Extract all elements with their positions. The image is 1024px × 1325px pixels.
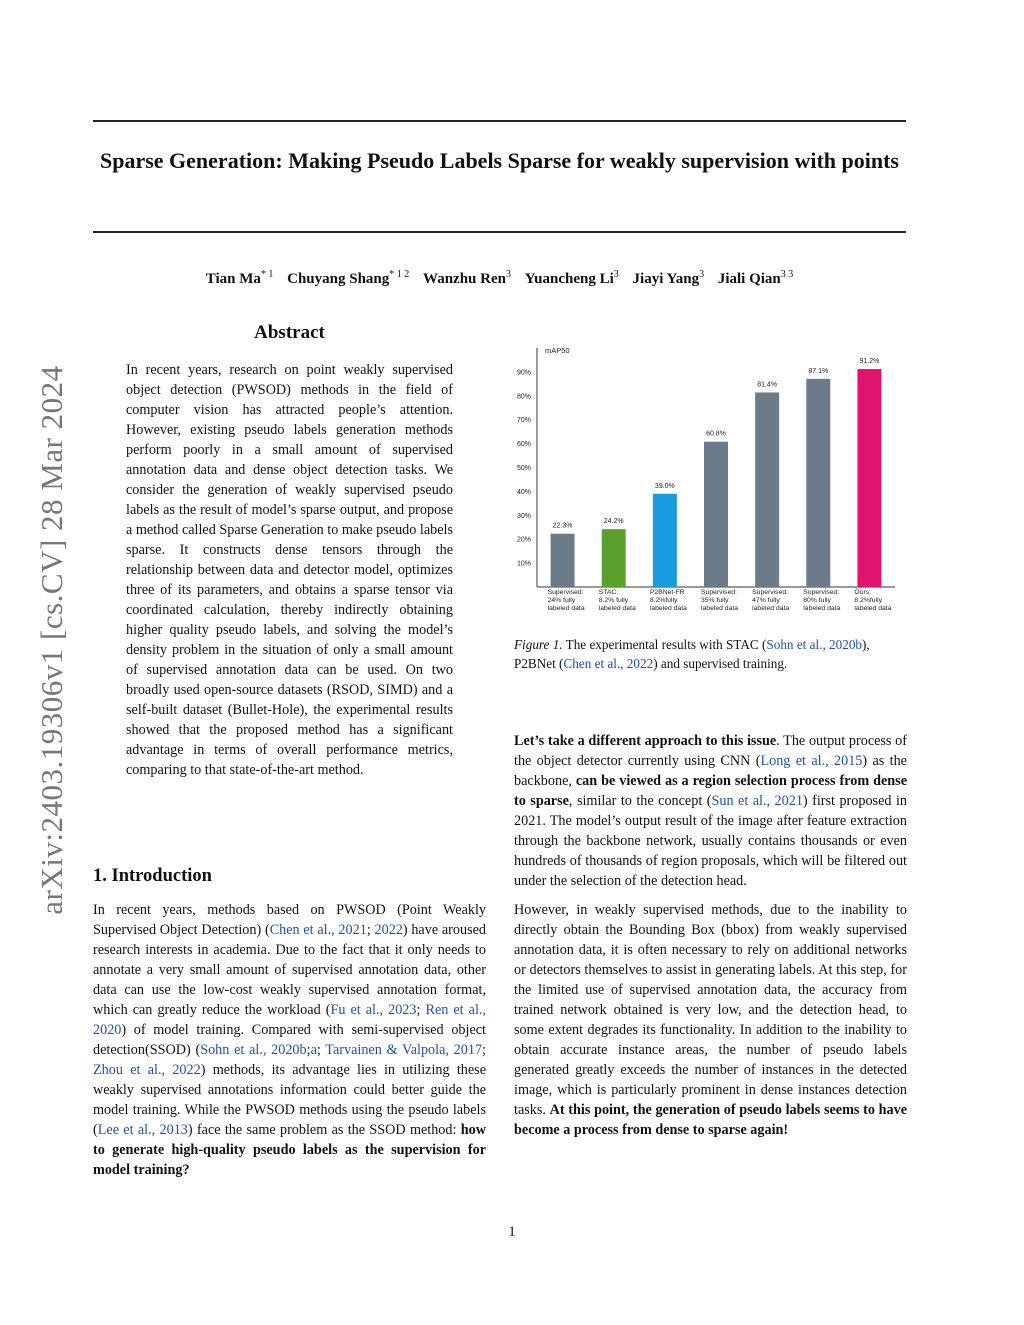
bar-value-label: 24.2% — [603, 518, 624, 526]
category-label: labeled data — [598, 605, 636, 612]
author-list — [93, 265, 906, 289]
page-number: 1 — [508, 1224, 516, 1240]
citation-link[interactable]: Lee et al., 2013 — [97, 1122, 188, 1138]
category-label: Supervised: — [547, 589, 584, 596]
category-label: Supervised: — [803, 589, 840, 596]
introduction-paragraph: In recent years, methods based on PWSOD (Point Weakly Supervised Object Detection) (Chen et al., 2021; 2022) have aroused research interests in academia. Due to the fact that it only needs to annotate a very small amount of supervised annotation data, other data can use the low-cost weakly supervised annotation format, which can greatly reduce the workload (Fu et al., 2023; Ren et al., 2020) of model training. Compared with semi-supervised object detection(SSOD) (Sohn et al., 2020b;a; Tarvainen & Valpola, 2017; Zhou et al., 2022) methods, its advantage lies in utilizing these weakly supervised annotations information could better guide the model training. While the PWSOD methods using the pseudo labels (Lee et al., 2013) face the same problem as the SSOD method: how to generate high-quality pseudo labels as the supervision for model training? — [93, 902, 486, 1178]
abstract-heading: Abstract — [254, 322, 325, 343]
y-tick-label: 50% — [516, 465, 531, 472]
citation-link[interactable]: Sohn et al., 2020b — [200, 1042, 307, 1058]
title-top-rule — [93, 120, 906, 122]
category-label: 8.2% fully — [598, 597, 629, 604]
y-tick-label: 40% — [516, 488, 531, 496]
citation-link[interactable]: Fu et al., 2023 — [330, 1002, 417, 1018]
y-tick-label: 20% — [516, 536, 531, 544]
y-tick-label: 60% — [516, 441, 531, 449]
citation-link[interactable]: Zhou et al., 2022 — [93, 1062, 201, 1078]
author: Chuyang Shang$^{* 1 2}$ — [287, 269, 410, 287]
bar-value-label: 22.3% — [552, 522, 573, 530]
citation-link[interactable]: Chen et al., 2022 — [563, 656, 654, 671]
category-label: labeled data — [547, 605, 585, 612]
citation-link[interactable]: Sun et al., 2021 — [711, 793, 803, 809]
bar — [806, 379, 830, 587]
bar-value-label: 91.2% — [859, 358, 880, 366]
category-label: labeled data — [854, 605, 892, 612]
category-label: 80% fully — [803, 597, 831, 604]
body-paragraph: Let’s take a different approach to this issue. The output process of the object detector currently using CNN (Long et al., 2015) as the backbone, can be viewed as a region selection process from dense to sparse, similar to the concept (Sun et al., 2021) first proposed in 2021. The model’s output result of the image after feature extraction through the backbone network, usually contains thousands or even hundreds of thousands of region proposals, which will be filtered out under the selection of the detection head. — [514, 733, 907, 889]
bar-value-label: 81.4% — [757, 381, 778, 389]
author: Yuancheng Li$^3$ — [524, 269, 619, 287]
y-axis-label: mAP50 — [545, 346, 570, 355]
citation-link[interactable]: a — [310, 1042, 317, 1058]
y-tick-label: 90% — [516, 369, 531, 377]
bar-value-label: 60.8% — [706, 430, 726, 438]
bar — [704, 442, 728, 587]
category-label: Ours: — [854, 589, 872, 596]
abstract-text: In recent years, research on point weakly supervised object detection (PWSOD) methods in the field of computer vision has attracted people’s attention. However, existing pseudo labels generation methods perform poorly in a small amount of supervised annotation data and dense object detection tasks. We consider the generation of weakly supervised pseudo labels as the result of model’s sparse output, and propose a method called Sparse Generation to make pseudo labels sparse. It constructs dense tensors through the relationship between data and detector model, optimizes three of its parameters, and obtains a sparse tensor via coordinated calculation, thereby indirectly obtaining higher quality pseudo labels, and solving the model’s density problem in the situation of only a small amount of supervised annotation data can be used. On two broadly used open-source datasets (RSOD, SIMD) and a self-built dataset (Bullet-Hole), the experimental results showed that the proposed method has a significant advantage in terms of overall performance metrics, comparing to that state-of-the-art method. — [126, 362, 453, 778]
category-label: Supervised: — [701, 589, 737, 596]
category-label: P2BNet-FR — [649, 589, 685, 596]
bar — [551, 534, 575, 587]
bar-value-label: 39.0% — [654, 482, 675, 490]
category-label: 47% fully — [752, 597, 780, 604]
citation-link[interactable]: Sohn et al., 2020b — [766, 637, 863, 652]
author: Jiali Qian$^{3 3}$ — [717, 269, 794, 287]
citation-link[interactable]: Long et al., 2015 — [760, 753, 863, 769]
category-label: Supervised: — [752, 589, 789, 596]
right-column-body — [514, 731, 907, 1140]
introduction-body — [93, 900, 486, 1180]
category-label: labeled data — [701, 605, 739, 612]
category-label: labeled data — [752, 605, 790, 612]
author: Tian Ma$^{* 1}$ — [205, 269, 274, 287]
category-label: 35% fully — [701, 597, 729, 604]
bar — [755, 392, 779, 587]
citation-link[interactable]: Tarvainen & Valpola, 2017 — [325, 1042, 483, 1058]
research-question: how to generate high-quality pseudo labels as the supervision for model training? — [93, 1122, 486, 1178]
body-paragraph: However, in weakly supervised methods, due to the inability to directly obtain the Bounding Box (bbox) from weakly supervised annotation data, it is often necessary to rely on additional networks or detectors themselves to assist in generating labels. At this step, for the limited use of supervised annotation data, the accuracy from trained network obtained is very low, and the detection head, to some extent degrades its functionality. In addition to the inability to obtain accurate instance areas, the number of pseudo labels generated greatly exceeds the number of instances in the detected image, which is particularly prominent in dense instances detection tasks. At this point, the generation of pseudo labels seems to have become a process from dense to sparse again! — [514, 902, 908, 1138]
y-tick-label: 80% — [516, 393, 531, 401]
category-label: labeled data — [649, 605, 687, 612]
bar — [653, 494, 677, 587]
citation-link[interactable]: 2022 — [374, 922, 403, 938]
arxiv-identifier: arXiv:2403.19306v1 [cs.CV] 28 Mar 2024 — [34, 365, 69, 915]
author: Jiayi Yang$^3$ — [632, 269, 705, 287]
citation-link[interactable]: Ren et al., 2020 — [93, 1002, 486, 1038]
bar — [857, 369, 881, 587]
author: Wanzhu Ren$^3$ — [423, 269, 511, 287]
category-label: 8.2%fully — [854, 597, 883, 604]
bar-value-label: 87.1% — [808, 367, 829, 375]
title-bottom-rule — [93, 231, 906, 233]
citation-link[interactable]: Chen et al., 2021 — [269, 922, 367, 938]
category-label: 24% fully — [547, 597, 576, 604]
results-bar-chart — [510, 342, 910, 620]
y-tick-label: 30% — [516, 512, 531, 520]
y-tick-label: 10% — [516, 560, 531, 568]
category-label: STAC: — [598, 589, 619, 596]
category-label: 8.2%fully — [649, 597, 678, 604]
paper-title: Sparse Generation: Making Pseudo Labels Sparse for weakly supervision with points — [99, 148, 899, 173]
introduction-heading: 1. Introduction — [93, 866, 212, 886]
y-tick-label: 70% — [516, 417, 531, 425]
bar — [602, 529, 626, 587]
category-label: labeled data — [803, 605, 841, 612]
figure-caption: Figure 1. The experimental results with STAC (Sohn et al., 2020b), P2BNet (Chen et al., 2022) and supervised training. — [514, 637, 870, 671]
